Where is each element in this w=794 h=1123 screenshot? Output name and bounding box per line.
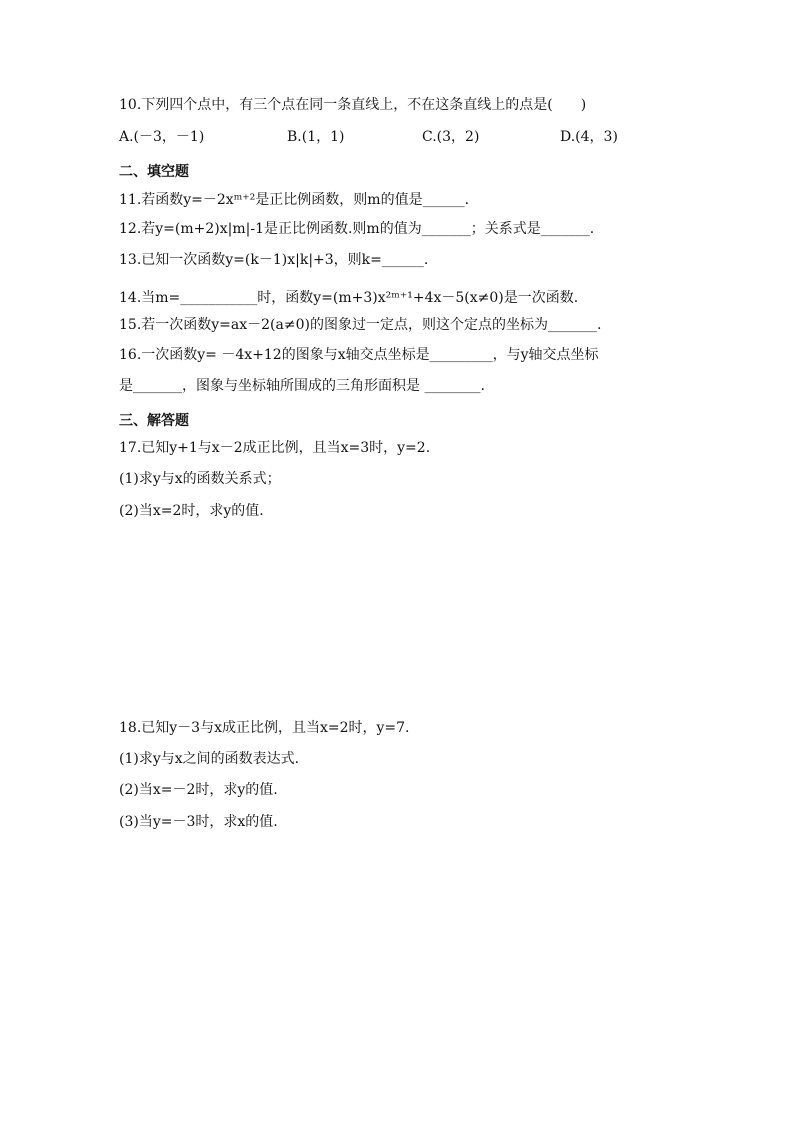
question-10-option-a: A.(－3，－1) (119, 129, 205, 145)
section-heading-answer: 三、解答题 (119, 413, 189, 429)
section-heading-fill-blank: 二、填空题 (119, 164, 189, 180)
question-17-stem: 17.已知y+1与x－2成正比例，且当x=3时，y=2. (119, 440, 431, 456)
question-18-part-2: (2)当x=－2时，求y的值. (119, 782, 278, 798)
question-11: 11.若函数y=－2xᵐ⁺²是正比例函数，则m的值是______. (119, 192, 470, 208)
question-18-part-3: (3)当y=－3时，求x的值. (119, 814, 278, 830)
question-17-part-1: (1)求y与x的函数关系式； (119, 471, 281, 487)
question-12: 12.若y=(m+2)x|m|-1是正比例函数.则m的值为_______；关系式是_______. (119, 221, 595, 237)
question-10-option-b: B.(1，1) (287, 129, 345, 145)
question-18-part-1: (1)求y与x之间的函数表达式. (119, 751, 300, 767)
question-16-line-1: 16.一次函数y= －4x+12的图象与x轴交点坐标是_________，与y轴交点坐标 (119, 347, 599, 363)
question-15: 15.若一次函数y=ax－2(a≠0)的图象过一定点，则这个定点的坐标为_______. (119, 317, 602, 333)
question-10-option-d: D.(4，3) (560, 129, 618, 145)
question-16-line-2: 是_______，图象与坐标轴所围成的三角形面积是 ________. (119, 378, 485, 394)
question-10-stem: 10.下列四个点中，有三个点在同一条直线上，不在这条直线上的点是( ) (119, 97, 587, 113)
question-18-stem: 18.已知y－3与x成正比例，且当x=2时，y=7. (119, 720, 410, 736)
question-13: 13.已知一次函数y=(k－1)x|k|+3，则k=______. (119, 252, 429, 268)
question-17-part-2: (2)当x=2时，求y的值. (119, 503, 264, 519)
question-10-option-c: C.(3，2) (422, 129, 480, 145)
question-14: 14.当m=___________时，函数y=(m+3)x²ᵐ⁺¹+4x－5(x≠0)是一次函数. (119, 290, 579, 306)
